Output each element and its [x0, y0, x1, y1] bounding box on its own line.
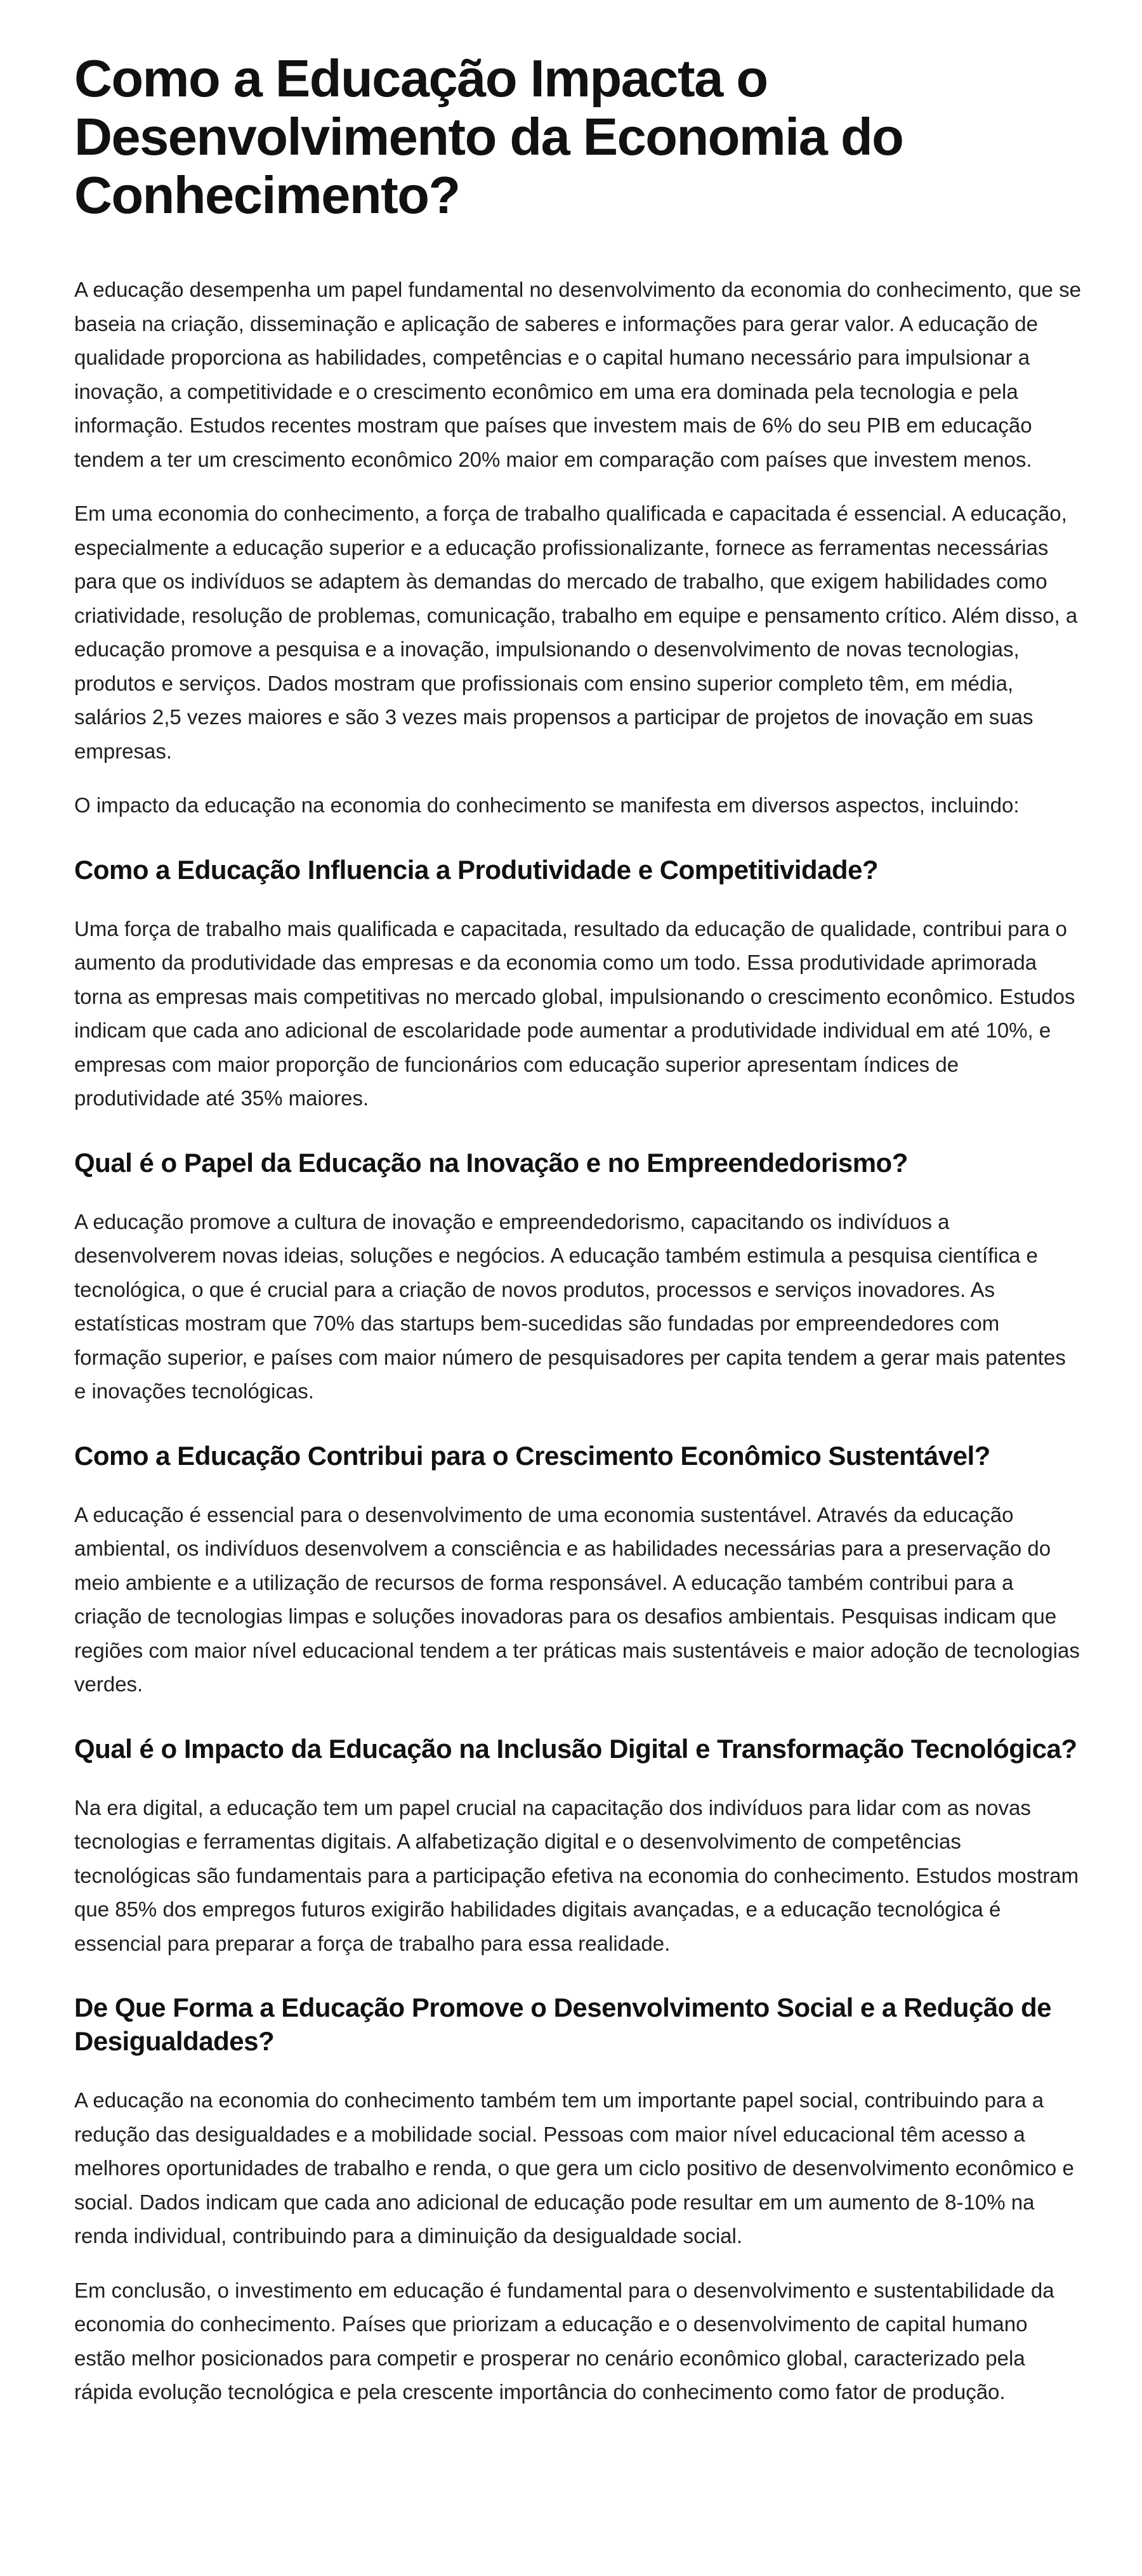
- section-paragraph: Uma força de trabalho mais qualificada e capacitada, resultado da educação de qualidade, contribui para o aumento da produtividade das empresas e da economia como um todo. Essa produtividade aprimorada torna as empresas mais competitivas no mercado global, impulsionando o crescimento econômico. Estudos indicam que cada ano adicional de escolaridade pode aumentar a produtividade individual em até 10%, e empresas com maior proporção de funcionários com educação superior apresentam índices de produtividade até 35% maiores.: [74, 916, 1075, 1110]
- section-paragraph: A educação promove a cultura de inovação e empreendedorismo, capacitando os indivíduos a desenvolverem novas ideias, soluções e negócios. A educação também estimula a pesquisa científica e tecnológica, o que é crucial para a criação de novos produtos, processos e serviços inovadores. As estatísticas mostram que 70% das startups bem-sucedidas são fundadas por empreendedores com formação superior, e países com maior número de pesquisadores per capita tendem a gerar mais patentes e inovações tecnológicas.: [74, 1209, 1066, 1403]
- section-paragraph: A educação é essencial para o desenvolvimento de uma economia sustentável. Através da educação ambiental, os indivíduos desenvolvem a consciência e as habilidades necessárias para a preservação do meio ambiente e a utilização de recursos de forma responsável. A educação também contribui para a criação de tecnologias limpas e soluções inovadoras para os desafios ambientais. Pesquisas indicam que regiões com maior nível educacional tendem a ter práticas mais sustentáveis e maior adoção de tecnologias verdes.: [74, 1502, 1080, 1696]
- intro-paragraph: O impacto da educação na economia do conhecimento se manifesta em diversos aspectos, incluindo:: [74, 793, 1020, 817]
- section-heading: De Que Forma a Educação Promove o Desenvolvimento Social e a Redução de Desigualdades?: [74, 1993, 1052, 2056]
- article: [74, 49, 1083, 2430]
- section-heading: Qual é o Impacto da Educação na Inclusão Digital e Transformação Tecnológica?: [74, 1733, 1077, 1764]
- section-innovation: [74, 1146, 1083, 1408]
- page-title: Como a Educação Impacta o Desenvolvimento da Economia do Conhecimento?: [74, 49, 903, 224]
- section-heading: Como a Educação Contribui para o Crescimento Econômico Sustentável?: [74, 1440, 990, 1471]
- conclusion-paragraph: Em conclusão, o investimento em educação é fundamental para o desenvolvimento e sustentabilidade da economia do conhecimento. Países que priorizam a educação e o desenvolvimento de capital humano estão melhor posicionados para competir e prosperar no cenário econômico global, caracterizado pela rápida evolução tecnológica e pela crescente importância do conhecimento como fator de produção.: [74, 2278, 1054, 2404]
- section-paragraph: Na era digital, a educação tem um papel crucial na capacitação dos indivíduos para lidar com as novas tecnologias e ferramentas digitais. A alfabetização digital e o desenvolvimento de competências tecnológicas são fundamentais para a participação efetiva na economia do conhecimento. Estudos mostram que 85% dos empregos futuros exigirão habilidades digitais avançadas, e a educação tecnológica é essencial para preparar a força de trabalho para essa realidade.: [74, 1795, 1079, 1955]
- intro-paragraph: Em uma economia do conhecimento, a força de trabalho qualificada e capacitada é essencial. A educação, especialmente a educação superior e a educação profissionalizante, fornece as ferramentas necessárias para que os indivíduos se adaptem às demandas do mercado de trabalho, que exigem habilidades como criatividade, resolução de problemas, comunicação, trabalho em equipe e pensamento crítico. Além disso, a educação promove a pesquisa e a inovação, impulsionando o desenvolvimento de novas tecnologias, produtos e serviços. Dados mostram que profissionais com ensino superior completo têm, em média, salários 2,5 vezes maiores e são 3 vezes mais propensos a participar de projetos de inovação em suas empresas.: [74, 502, 1078, 763]
- section-paragraph: A educação na economia do conhecimento também tem um importante papel social, contribuindo para a redução das desigualdades e a mobilidade social. Pessoas com maior nível educacional têm acesso a melhores oportunidades de trabalho e renda, o que gera um ciclo positivo de desenvolvimento econômico e social. Dados indicam que cada ano adicional de educação pode resultar em um aumento de 8-10% na renda individual, contribuindo para a diminuição da desigualdade social.: [74, 2088, 1074, 2247]
- section-productivity: [74, 853, 1083, 1116]
- intro-paragraph: A educação desempenha um papel fundamental no desenvolvimento da economia do conhecimento, que se baseia na criação, disseminação e aplicação de saberes e informações para gerar valor. A educação de qualidade proporciona as habilidades, competências e o capital humano necessário para impulsionar a inovação, a competitividade e o crescimento econômico em uma era dominada pela tecnologia e pela informação. Estudos recentes mostram que países que investem mais de 6% do seu PIB em educação tendem a ter um crescimento econômico 20% maior em comparação com países que investem menos.: [74, 278, 1081, 471]
- section-digital-inclusion: [74, 1732, 1083, 1961]
- section-sustainable-growth: [74, 1439, 1083, 1701]
- section-heading: Como a Educação Influencia a Produtividade e Competitividade?: [74, 854, 879, 885]
- section-social-development: [74, 1991, 1083, 2253]
- section-heading: Qual é o Papel da Educação na Inovação e no Empreendedorismo?: [74, 1147, 908, 1178]
